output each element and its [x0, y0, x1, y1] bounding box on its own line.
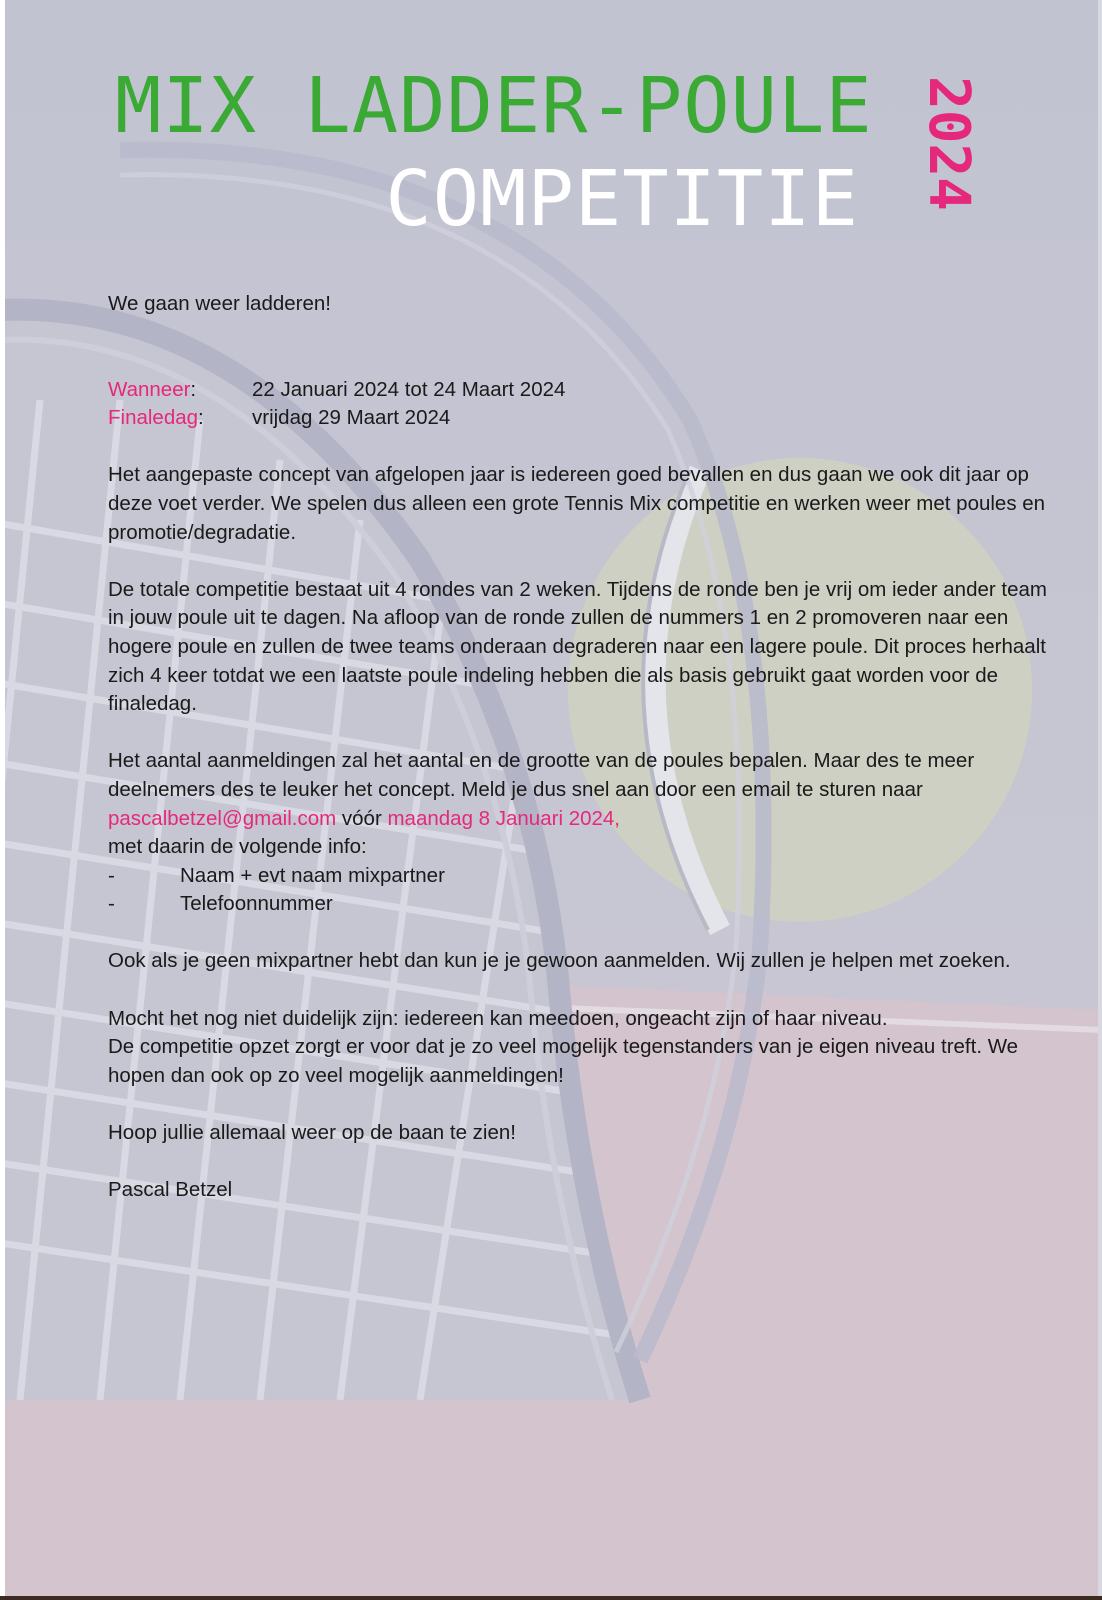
title-line-2: COMPETITIE [385, 155, 859, 244]
intro-text: We gaan weer ladderen! [108, 292, 331, 315]
registration-text-middle: vóór [341, 806, 382, 830]
info-list-item: - Naam + evt naam mixpartner [108, 862, 1048, 891]
detail-row-finaledag: Finaledag: vrijdag 29 Maart 2024 [108, 404, 1048, 433]
info-list-item: - Telefoonnummer [108, 890, 1048, 919]
page-bottom-line [0, 1596, 1102, 1600]
page-edge-left [0, 0, 5, 1600]
paragraph-level-line2: De competitie opzet zorgt er voor dat je zo veel mogelijk tegenstanders van je eigen niveau treft. We hopen dan ook op zo veel mogelijk aanmeldingen! [108, 1035, 1019, 1087]
paragraph-mixpartner: Ook als je geen mixpartner hebt dan kun je je gewoon aanmelden. Wij zullen je helpen met zoeken. [108, 949, 1011, 973]
paragraph-concept: Het aangepaste concept van afgelopen jaar is iedereen goed bevallen en dus gaan we ook dit jaar op deze voet verder. We spelen dus alleen een grote Tennis Mix competitie en werken weer met poules en promotie/degradatie. [108, 463, 1046, 544]
info-item-text: Naam + evt naam mixpartner [180, 863, 445, 887]
detail-value: vrijdag 29 Maart 2024 [252, 406, 451, 430]
paragraph-registration [108, 747, 1048, 833]
detail-label: Wanneer [108, 377, 191, 401]
info-item-text: Telefoonnummer [180, 892, 333, 916]
registration-deadline: maandag 8 Januari 2024, [387, 806, 620, 830]
paragraph-level-line1: Mocht het nog niet duidelijk zijn: iedereen kan meedoen, ongeacht zijn of haar niveau. [108, 1006, 888, 1030]
detail-label: Finaledag [108, 406, 199, 430]
title-year: 2024 [916, 76, 981, 211]
closing-text: Hoop jullie allemaal weer op de baan te zien! [108, 1121, 516, 1145]
detail-value: 22 Januari 2024 tot 24 Maart 2024 [252, 377, 566, 401]
page-edge-right [1098, 0, 1102, 1600]
signature: Pascal Betzel [108, 1178, 233, 1202]
registration-info-intro: met daarin de volgende info: [108, 835, 367, 859]
registration-text: Het aantal aanmeldingen zal het aantal en de grootte van de poules bepalen. Maar des te meer deelnemers des te leuker het concept. Meld je dus snel aan door een email te sturen naar [108, 749, 975, 801]
detail-row-wanneer: Wanneer: 22 Januari 2024 tot 24 Maart 2024 [108, 376, 1048, 405]
letter-content [108, 290, 1048, 1205]
paragraph-rounds: De totale competitie bestaat uit 4 rondes van 2 weken. Tijdens de ronde ben je vrij om ieder ander team in jouw poule uit te dagen. Na afloop van de ronde zullen de nummers 1 en 2 promoveren naar een hogere poule en zullen de twee teams onderaan degraderen naar een lagere poule. Dit proces herhaalt zich 4 keer totdat we een laatste poule indeling hebben die als basis gebruikt gaat worden voor de finaledag. [108, 577, 1047, 716]
title-line-1: MIX LADDER-POULE [115, 62, 873, 151]
email-link[interactable]: pascalbetzel@gmail.com [108, 806, 337, 830]
